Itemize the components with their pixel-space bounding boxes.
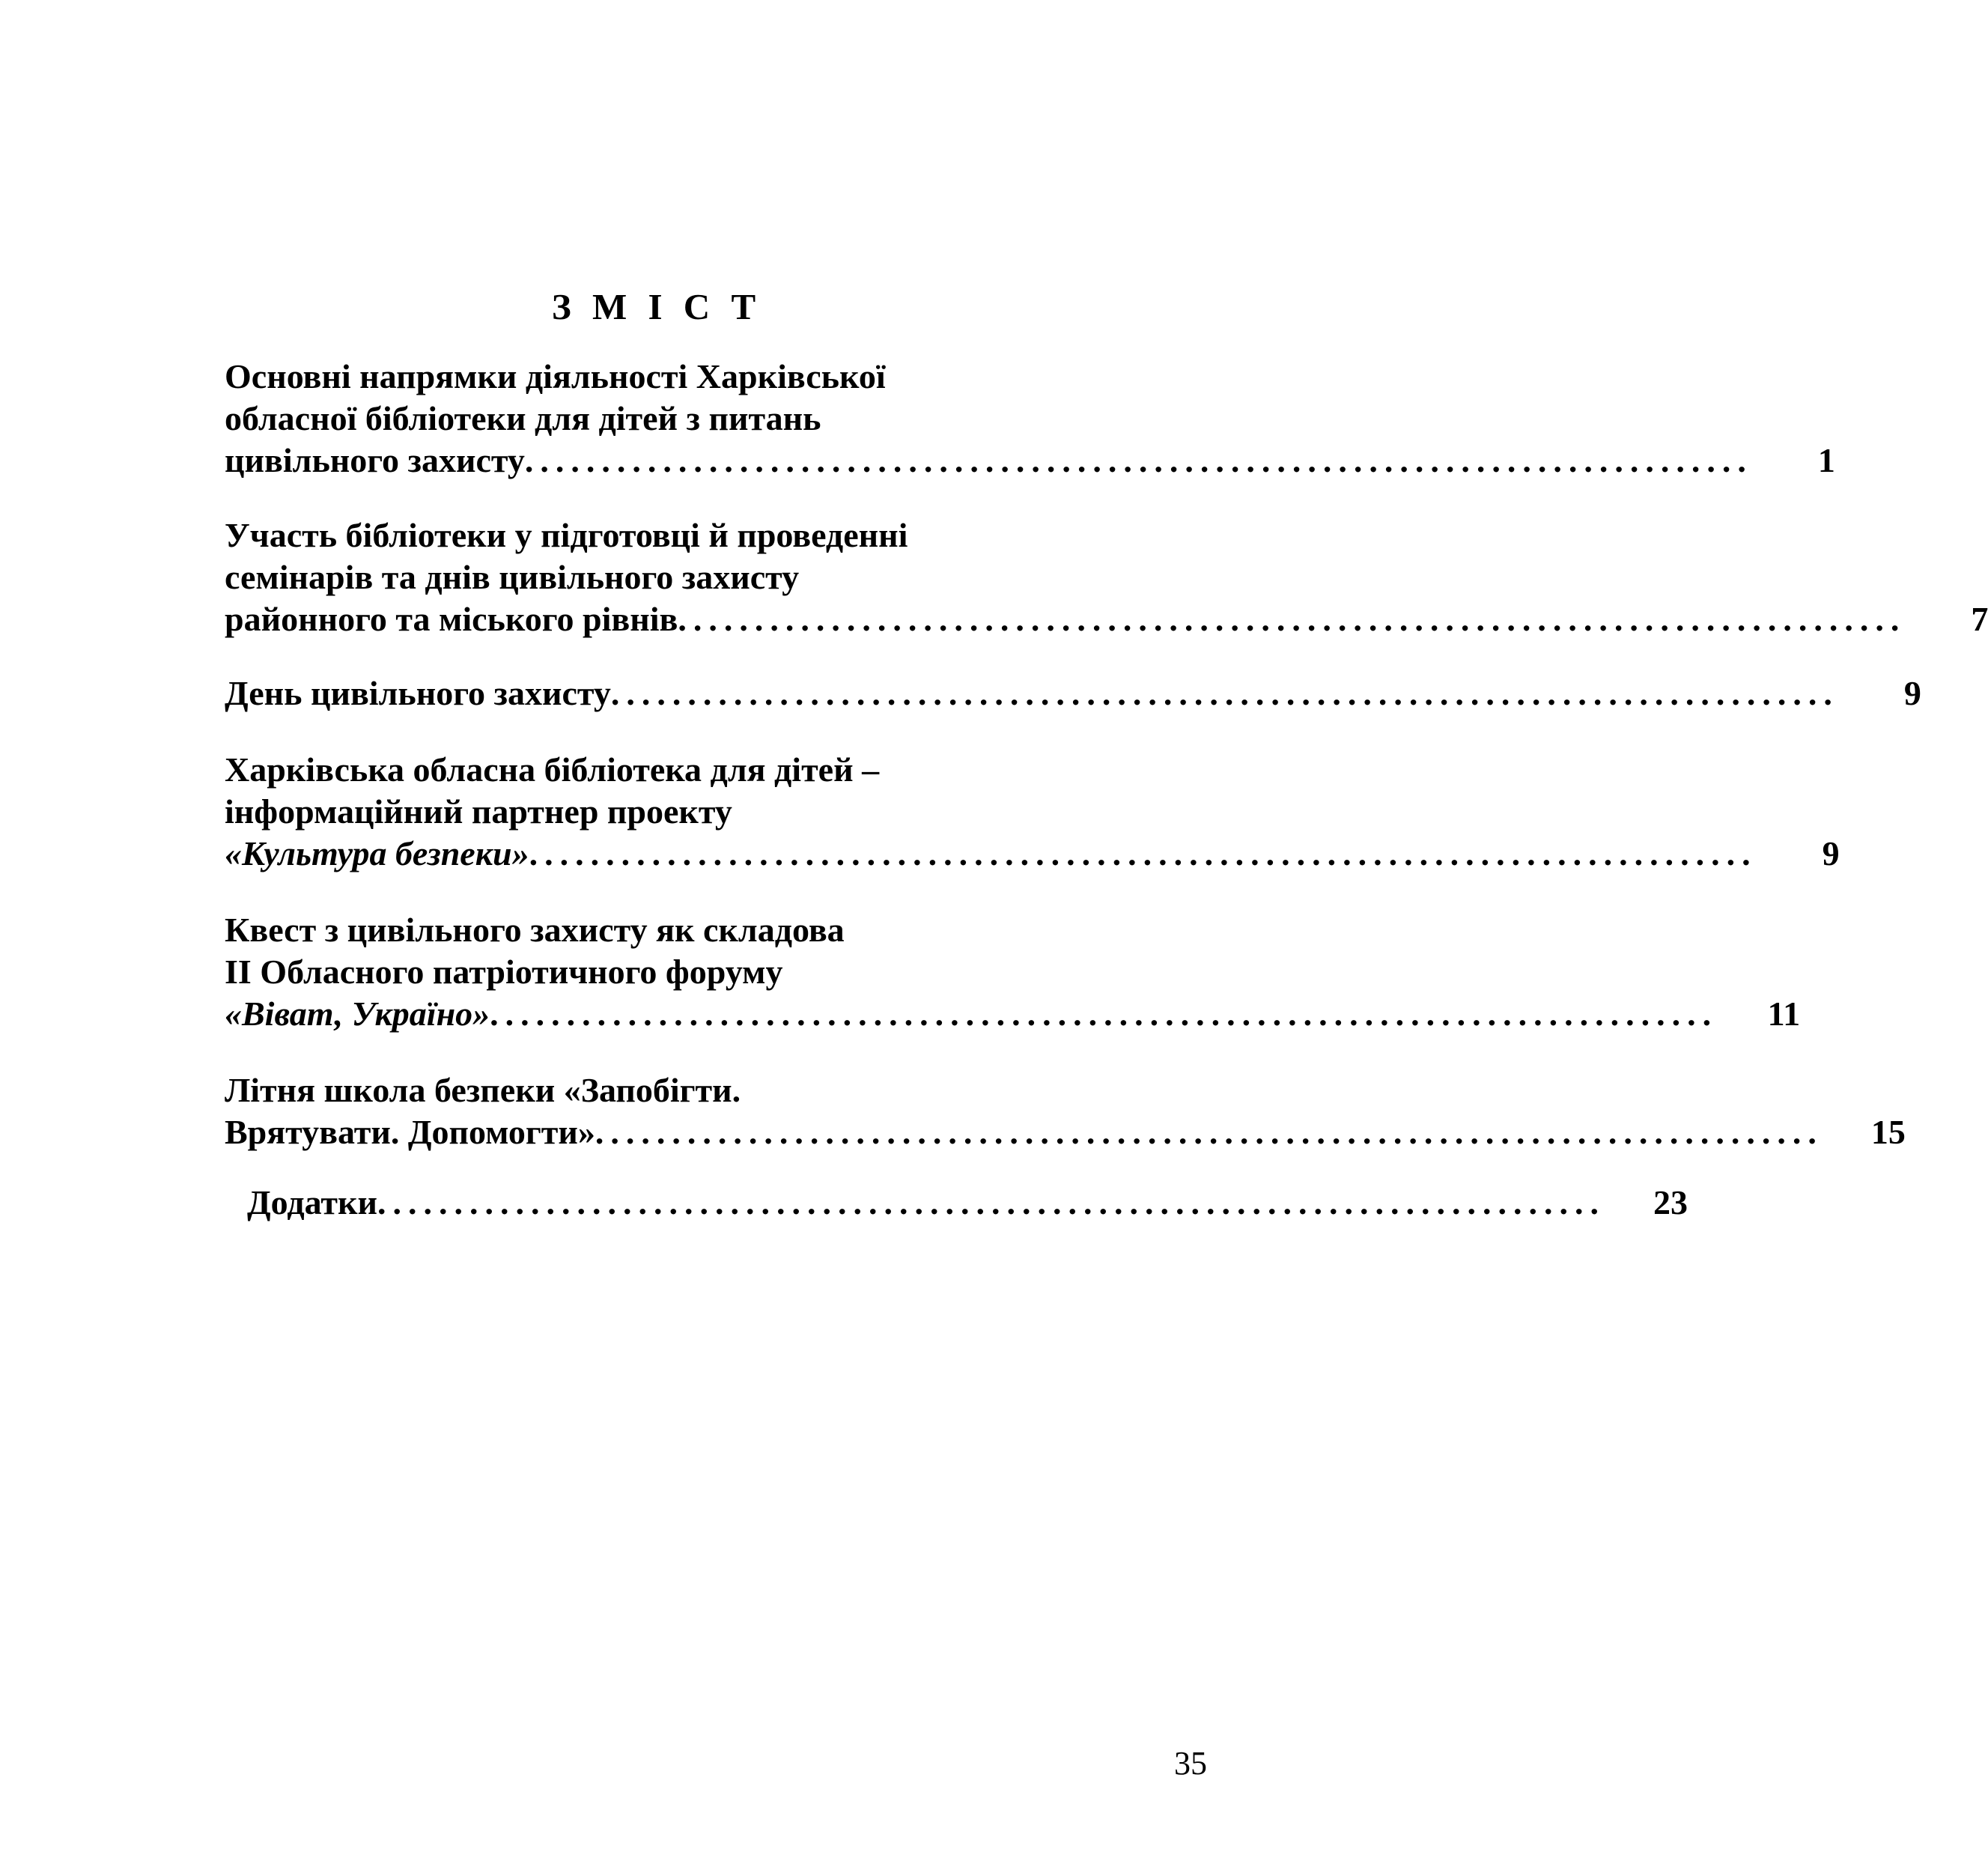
dot-leader: ................................................................................ bbox=[595, 1113, 1823, 1151]
dot-leader: ................................................................................ bbox=[678, 600, 1906, 638]
toc-entry bbox=[225, 514, 1988, 640]
toc-entry-line: ІІ Обласного патріотичного форуму bbox=[225, 953, 783, 991]
toc-page-number: 9 bbox=[1822, 834, 1840, 872]
dot-leader: ................................................................................ bbox=[490, 995, 1718, 1033]
dot-leader: ................................................................................ bbox=[377, 1183, 1606, 1221]
toc-entry-line: Квест з цивільного захисту як складова bbox=[225, 911, 845, 949]
dot-leader: ................................................................................ bbox=[524, 441, 1753, 479]
toc-entry-title: Врятувати. Допомогти» bbox=[225, 1113, 595, 1151]
dot-leader: ................................................................................ bbox=[529, 834, 1757, 872]
toc-page-number: 15 bbox=[1870, 1113, 1906, 1151]
toc-page-number: 9 bbox=[1903, 674, 1921, 712]
table-of-contents bbox=[225, 356, 1988, 1224]
toc-page-number: 23 bbox=[1653, 1183, 1688, 1221]
toc-entry-title: «Віват, Україно» bbox=[225, 995, 490, 1033]
toc-entry bbox=[225, 1069, 1906, 1153]
dot-leader: ................................................................................ bbox=[610, 674, 1839, 712]
toc-entry-line: Літня школа безпеки «Запобігти. bbox=[225, 1071, 741, 1109]
toc-entry-title: «Культура безпеки» bbox=[225, 834, 529, 872]
toc-entry-line: обласної бібліотеки для дітей з питань bbox=[225, 399, 821, 437]
toc-page-number: 11 bbox=[1767, 995, 1801, 1033]
toc-entry-title: цивільного захисту bbox=[225, 441, 525, 479]
toc-entry-line: Участь бібліотеки у підготовці й проведенні bbox=[225, 516, 908, 554]
page-title: З М І С Т bbox=[551, 286, 762, 327]
page-number: 35 bbox=[1174, 1745, 1207, 1782]
toc-entry-line: інформаційний партнер проекту bbox=[225, 792, 732, 831]
toc-entry-title: Додатки bbox=[247, 1183, 378, 1221]
toc-page-number: 7 bbox=[1971, 600, 1988, 638]
toc-entry bbox=[225, 356, 1835, 482]
toc-entry-line: Харківська обласна бібліотека для дітей – bbox=[225, 750, 880, 789]
toc-entry bbox=[225, 1182, 1688, 1224]
toc-entry-title: районного та міського рівнів bbox=[225, 600, 678, 638]
toc-entry-line: Основні напрямки діяльності Харківської bbox=[225, 357, 886, 395]
toc-entry bbox=[225, 749, 1840, 875]
toc-entry-line: семінарів та днів цивільного захисту bbox=[225, 558, 800, 596]
toc-page-number: 1 bbox=[1817, 441, 1835, 479]
toc-entry bbox=[225, 673, 1921, 714]
toc-entry bbox=[225, 909, 1801, 1035]
toc-entry-title: День цивільного захисту bbox=[225, 674, 611, 712]
